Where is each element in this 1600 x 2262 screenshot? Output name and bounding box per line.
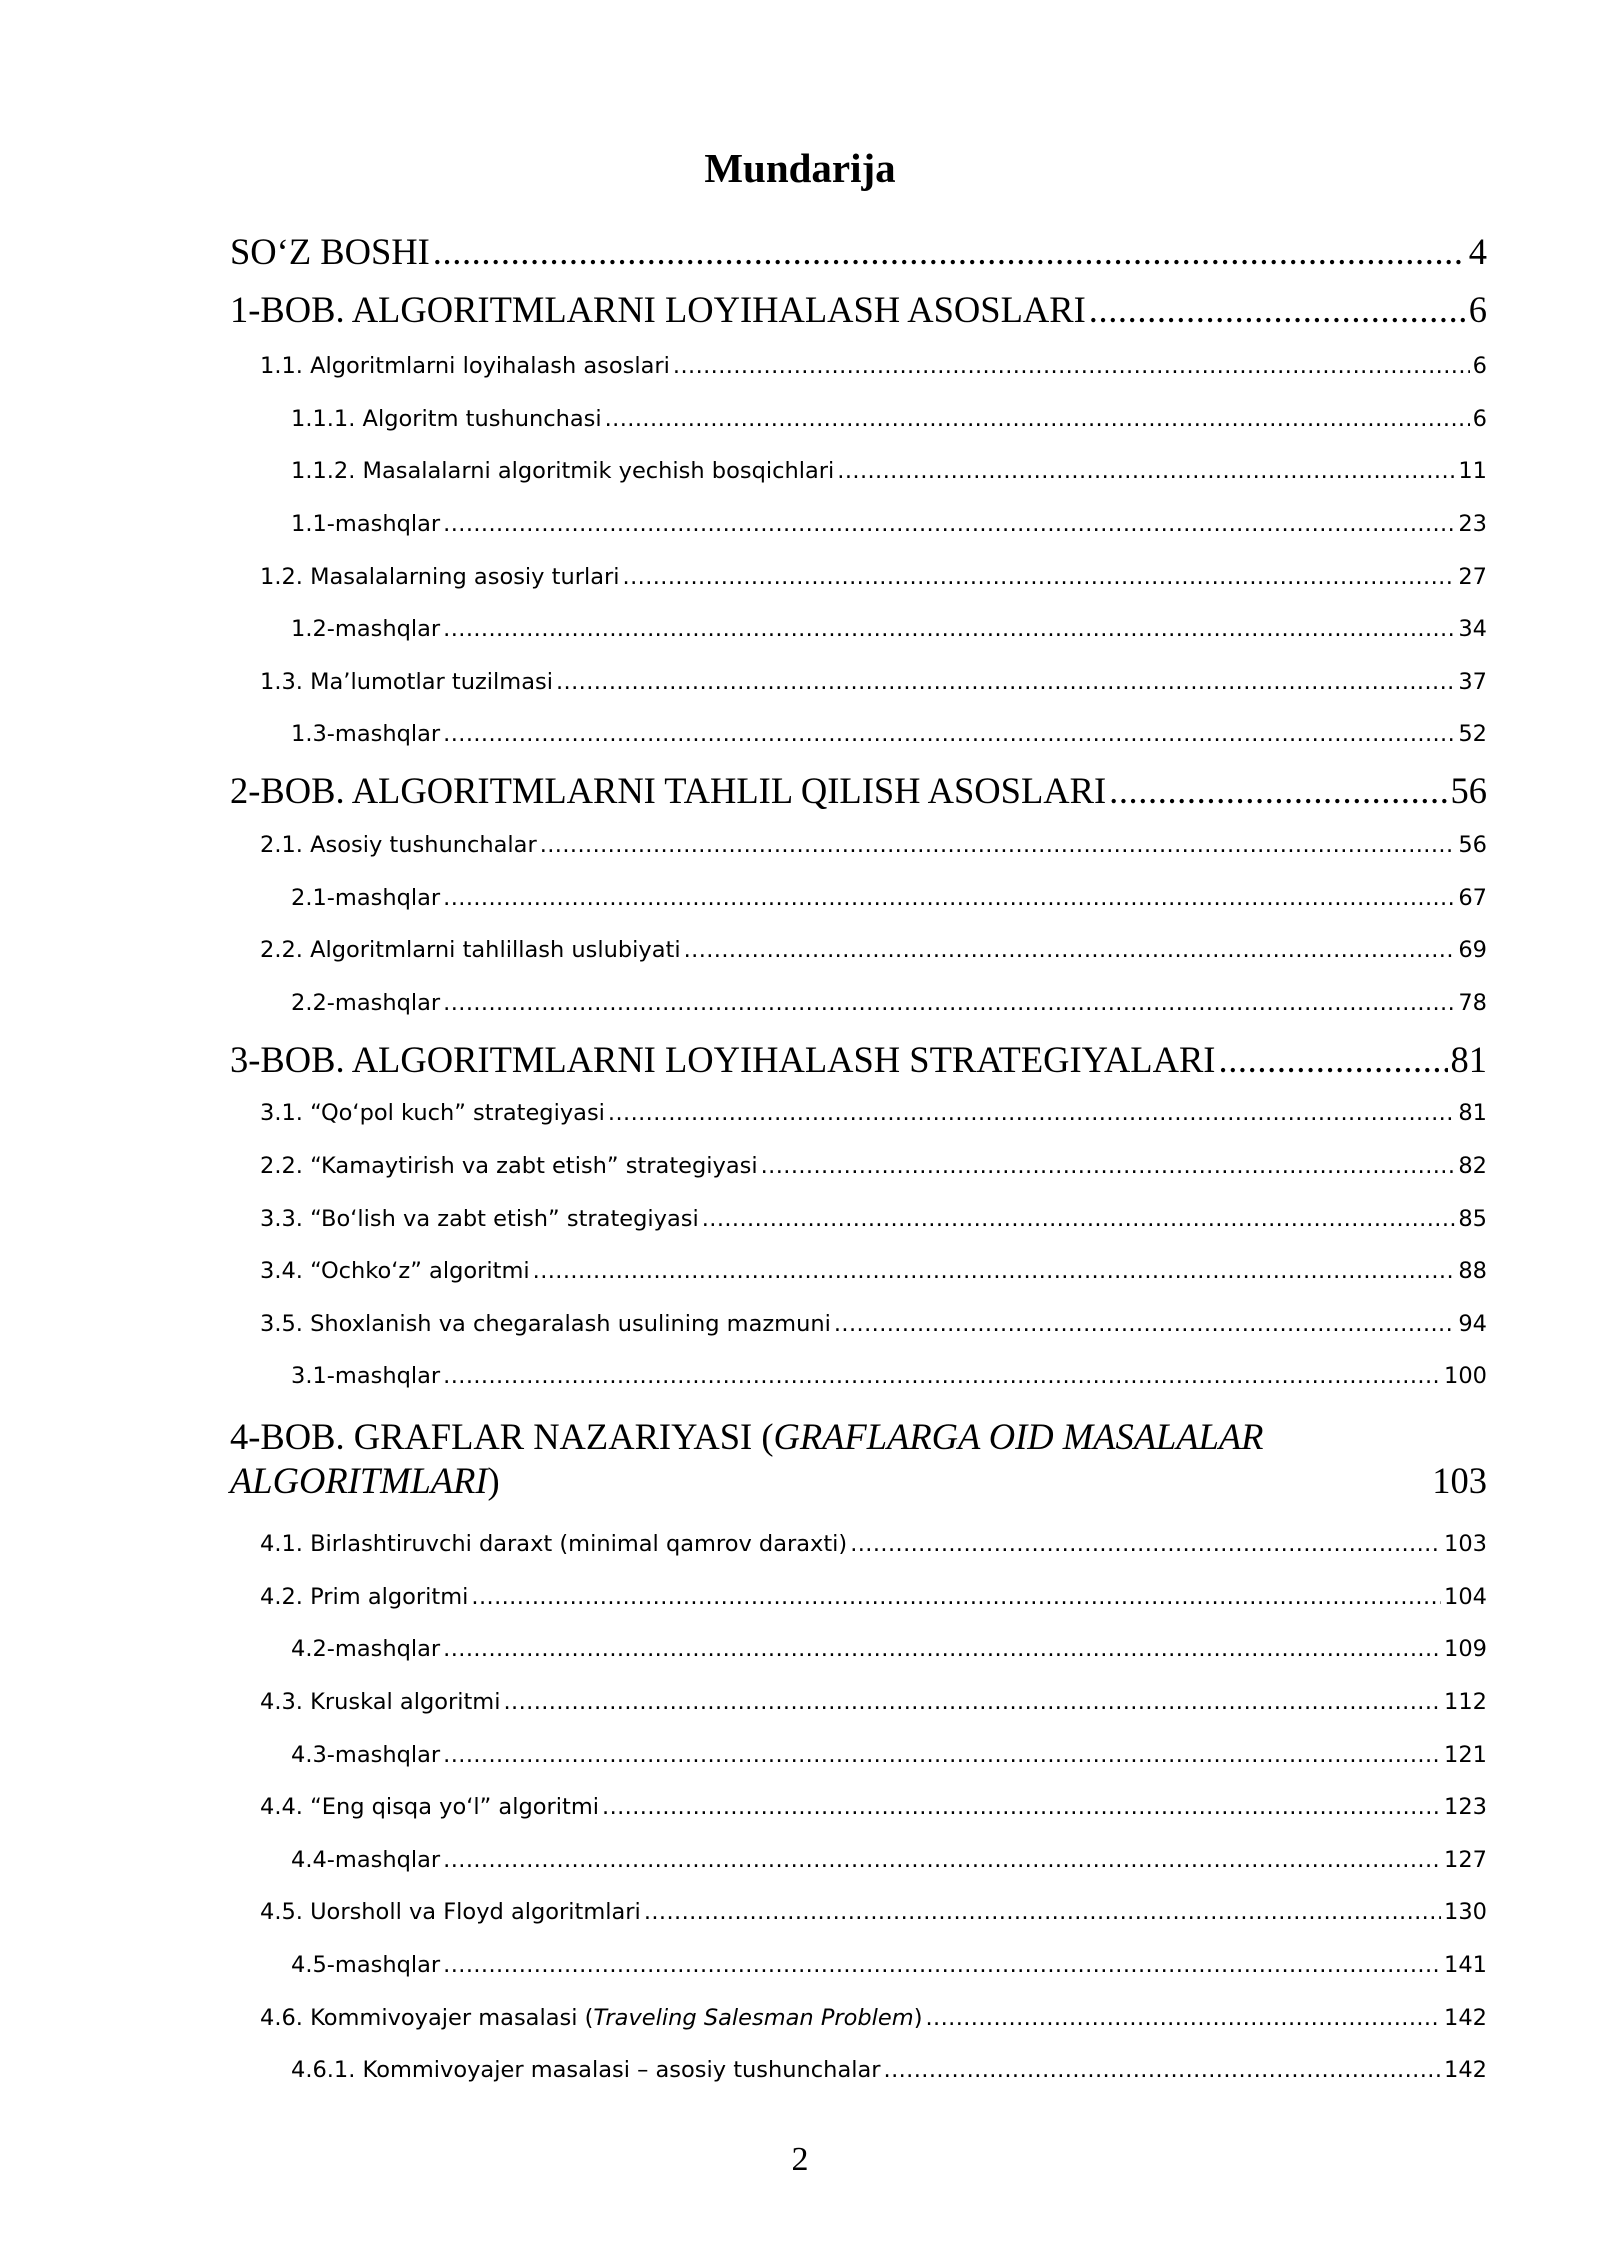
toc-entry-label: 4.3. Kruskal algoritmi: [260, 1689, 501, 1715]
dot-leader: [443, 1845, 1441, 1875]
chapter-4-title-italic: GRAFLARGA OID MASALALAR: [773, 1416, 1264, 1457]
toc-entry[interactable]: [291, 614, 1487, 644]
toc-entry[interactable]: [291, 1845, 1487, 1875]
page-title: Mundarija: [704, 145, 896, 191]
toc-entry-label: 1-BOB. ALGORITMLARNI LOYIHALASH ASOSLARI: [230, 289, 1086, 330]
dot-leader: [443, 988, 1455, 1018]
dot-leader: [1109, 769, 1447, 813]
toc-entry-label: 4.1. Birlashtiruvchi daraxt (minimal qamrov daraxti): [260, 1531, 848, 1557]
entry-4-6-prefix: 4.6. Kommivoyajer masalasi (: [260, 2005, 594, 2031]
toc-entry[interactable]: [291, 456, 1487, 486]
toc-entry-label: 1.1. Algoritmlarni loyihalash asoslari: [260, 353, 670, 379]
toc-entry-page: 104: [1444, 1584, 1487, 1610]
toc-entry[interactable]: [230, 288, 1487, 332]
entry-4-6-italic: Traveling Salesman Problem: [593, 2005, 914, 2031]
toc-entry[interactable]: [291, 2055, 1487, 2085]
toc-entry-label: 2.2. Algoritmlarni tahlillash uslubiyati: [260, 937, 681, 963]
dot-leader: [471, 1582, 1441, 1612]
dot-leader: [443, 1361, 1441, 1391]
toc-entry[interactable]: [260, 1529, 1487, 1559]
toc-entry-page: 81: [1450, 1039, 1487, 1080]
toc-entry[interactable]: [291, 1361, 1487, 1391]
chapter-4-line2: [230, 1459, 1487, 1503]
toc-entry-page: 142: [1444, 2005, 1487, 2031]
toc-entry-label: 1.3-mashqlar: [291, 721, 441, 747]
toc-entry[interactable]: [260, 830, 1487, 860]
toc-entry-page: 81: [1458, 1100, 1487, 1126]
dot-leader: [761, 1151, 1456, 1181]
toc-entry[interactable]: [260, 1309, 1487, 1339]
toc-entry-page: 94: [1458, 1311, 1487, 1337]
dot-leader: [443, 509, 1455, 539]
dot-leader: [644, 1897, 1441, 1927]
dot-leader: [608, 1098, 1455, 1128]
toc-entry-page: 123: [1444, 1794, 1487, 1820]
toc-entry-label: 3.5. Shoxlanish va chegaralash usulining mazmuni: [260, 1311, 831, 1337]
toc-entry[interactable]: [291, 1950, 1487, 1980]
toc-entry[interactable]: [260, 1204, 1487, 1234]
toc-entry-label: 3-BOB. ALGORITMLARNI LOYIHALASH STRATEGIYALARI: [230, 1039, 1216, 1080]
toc-entry-page: 127: [1444, 1847, 1487, 1873]
toc-entry-page: 6: [1472, 406, 1487, 432]
dot-leader: [684, 935, 1456, 965]
toc-entry-label: SO‘Z BOSHI: [230, 231, 430, 272]
toc-entry-label: 4.3-mashqlar: [291, 1742, 441, 1768]
toc-entry-label: 3.4. “Ochko‘z” algoritmi: [260, 1258, 530, 1284]
toc-entry[interactable]: [260, 1897, 1487, 1927]
dot-leader: [850, 1529, 1441, 1559]
toc-entry[interactable]: [230, 230, 1487, 274]
page-number: 2: [791, 2141, 809, 2178]
toc-entry[interactable]: [291, 988, 1487, 1018]
toc-entry-page: 82: [1458, 1153, 1487, 1179]
dot-leader: [602, 1792, 1441, 1822]
toc-entry-page: 109: [1444, 1636, 1487, 1662]
toc-entry[interactable]: [291, 509, 1487, 539]
dot-leader: [673, 351, 1470, 381]
toc-entry[interactable]: [291, 1634, 1487, 1664]
toc-entry[interactable]: [260, 2003, 1487, 2033]
dot-leader: [443, 1950, 1441, 1980]
toc-entry-label: 4.2-mashqlar: [291, 1636, 441, 1662]
toc-entry-label: 2.2-mashqlar: [291, 990, 441, 1016]
toc-entry-label: 3.1. “Qo‘pol kuch” strategiyasi: [260, 1100, 605, 1126]
toc-entry-label: 4.5. Uorsholl va Floyd algoritmlari: [260, 1899, 641, 1925]
toc-entry-label: 1.2-mashqlar: [291, 616, 441, 642]
toc-entry[interactable]: [260, 1582, 1487, 1612]
toc-entry-label: [230, 1459, 500, 1503]
chapter-4-title-italic-2: ALGORITMLARI: [230, 1460, 488, 1501]
toc-entry-label: 1.2. Masalalarning asosiy turlari: [260, 564, 620, 590]
toc-entry-page: 11: [1458, 458, 1487, 484]
toc-entry-chapter-4[interactable]: [230, 1415, 1487, 1503]
dot-leader: [605, 404, 1470, 434]
dot-leader: [503, 1687, 1441, 1717]
dot-leader: [533, 1256, 1456, 1286]
toc-entry-label: 3.3. “Bo‘lish va zabt etish” strategiyasi: [260, 1206, 699, 1232]
toc-entry-page: 100: [1444, 1363, 1487, 1389]
toc-entry[interactable]: [291, 404, 1487, 434]
toc-entry[interactable]: [291, 1740, 1487, 1770]
toc-entry-page: 27: [1458, 564, 1487, 590]
toc-entry-page: 34: [1458, 616, 1487, 642]
toc-entry[interactable]: [260, 1687, 1487, 1717]
toc-entry-page: 130: [1444, 1899, 1487, 1925]
toc-entry[interactable]: [291, 719, 1487, 749]
toc-entry-page: 85: [1458, 1206, 1487, 1232]
toc-entry-label: 2.1-mashqlar: [291, 885, 441, 911]
toc-entry[interactable]: [291, 883, 1487, 913]
dot-leader: [925, 2003, 1441, 2033]
dot-leader: [623, 562, 1456, 592]
toc-entry-label: 4.2. Prim algoritmi: [260, 1584, 469, 1610]
toc-entry[interactable]: [260, 1098, 1487, 1128]
toc-entry-label: 2-BOB. ALGORITMLARNI TAHLIL QILISH ASOSLARI: [230, 770, 1107, 811]
dot-leader: [443, 614, 1455, 644]
toc-entry-page: 142: [1444, 2057, 1487, 2083]
dot-leader: [556, 667, 1455, 697]
toc-entry-label: 1.1.2. Masalalarni algoritmik yechish bosqichlari: [291, 458, 835, 484]
toc-entry-page: 23: [1458, 511, 1487, 537]
toc-entry-page: 88: [1458, 1258, 1487, 1284]
toc-entry-page: 69: [1458, 937, 1487, 963]
toc-entry-label: 2.2. “Kamaytirish va zabt etish” strategiyasi: [260, 1153, 758, 1179]
toc-entry-page: 56: [1458, 832, 1487, 858]
chapter-4-title-suffix: ): [487, 1460, 500, 1501]
toc-entry-page: 141: [1444, 1952, 1487, 1978]
toc-entry-label: 3.1-mashqlar: [291, 1363, 441, 1389]
dot-leader: [443, 719, 1455, 749]
toc-entry[interactable]: [260, 1256, 1487, 1286]
toc-entry[interactable]: [230, 1038, 1487, 1082]
dot-leader: [433, 230, 1466, 274]
dot-leader: [884, 2055, 1442, 2085]
toc-entry-page: 67: [1458, 885, 1487, 911]
toc-entry-page: 103: [1432, 1460, 1487, 1501]
toc-entry-page: 4: [1468, 231, 1487, 272]
entry-4-6-suffix: ): [913, 2005, 923, 2031]
toc-entry-label: 1.1.1. Algoritm tushunchasi: [291, 406, 602, 432]
toc-entry[interactable]: [260, 935, 1487, 965]
toc-entry-page: 121: [1444, 1742, 1487, 1768]
toc-entry-label: 1.3. Ma’lumotlar tuzilmasi: [260, 669, 553, 695]
toc-entry[interactable]: [260, 1792, 1487, 1822]
toc-entry[interactable]: [230, 769, 1487, 813]
toc-entry-page: 6: [1468, 289, 1487, 330]
toc-entry[interactable]: [260, 351, 1487, 381]
dot-leader: [443, 1634, 1441, 1664]
dot-leader: [834, 1309, 1455, 1339]
dot-leader: [540, 830, 1456, 860]
toc-entry-label: 4.4-mashqlar: [291, 1847, 441, 1873]
dot-leader: [1089, 288, 1466, 332]
toc-entry-page: 37: [1458, 669, 1487, 695]
toc-entry-label: 4.6.1. Kommivoyajer masalasi – asosiy tushunchalar: [291, 2057, 881, 2083]
toc-entry-page: 103: [1444, 1531, 1487, 1557]
toc-entry-page: 52: [1458, 721, 1487, 747]
toc-entry-page: 78: [1458, 990, 1487, 1016]
dot-leader: [837, 456, 1455, 486]
dot-leader: [702, 1204, 1456, 1234]
toc-entry-label: 1.1-mashqlar: [291, 511, 441, 537]
chapter-4-title-prefix: 4-BOB. GRAFLAR NAZARIYASI (: [230, 1416, 774, 1457]
dot-leader: [443, 1740, 1441, 1770]
toc-entry[interactable]: [260, 1151, 1487, 1181]
toc-entry-page: 112: [1444, 1689, 1487, 1715]
toc-entry-page: 6: [1472, 353, 1487, 379]
toc-entry[interactable]: [260, 562, 1487, 592]
toc-entry-label: [260, 2003, 922, 2033]
toc-entry-label: 2.1. Asosiy tushunchalar: [260, 832, 537, 858]
toc-entry-page: 56: [1450, 770, 1487, 811]
toc-entry-label: 4.4. “Eng qisqa yo‘l” algoritmi: [260, 1794, 600, 1820]
toc-entry[interactable]: [260, 667, 1487, 697]
dot-leader: [443, 883, 1455, 913]
dot-leader: [1218, 1038, 1447, 1082]
toc-entry-label: 4.5-mashqlar: [291, 1952, 441, 1978]
chapter-4-line1: [230, 1415, 1487, 1459]
